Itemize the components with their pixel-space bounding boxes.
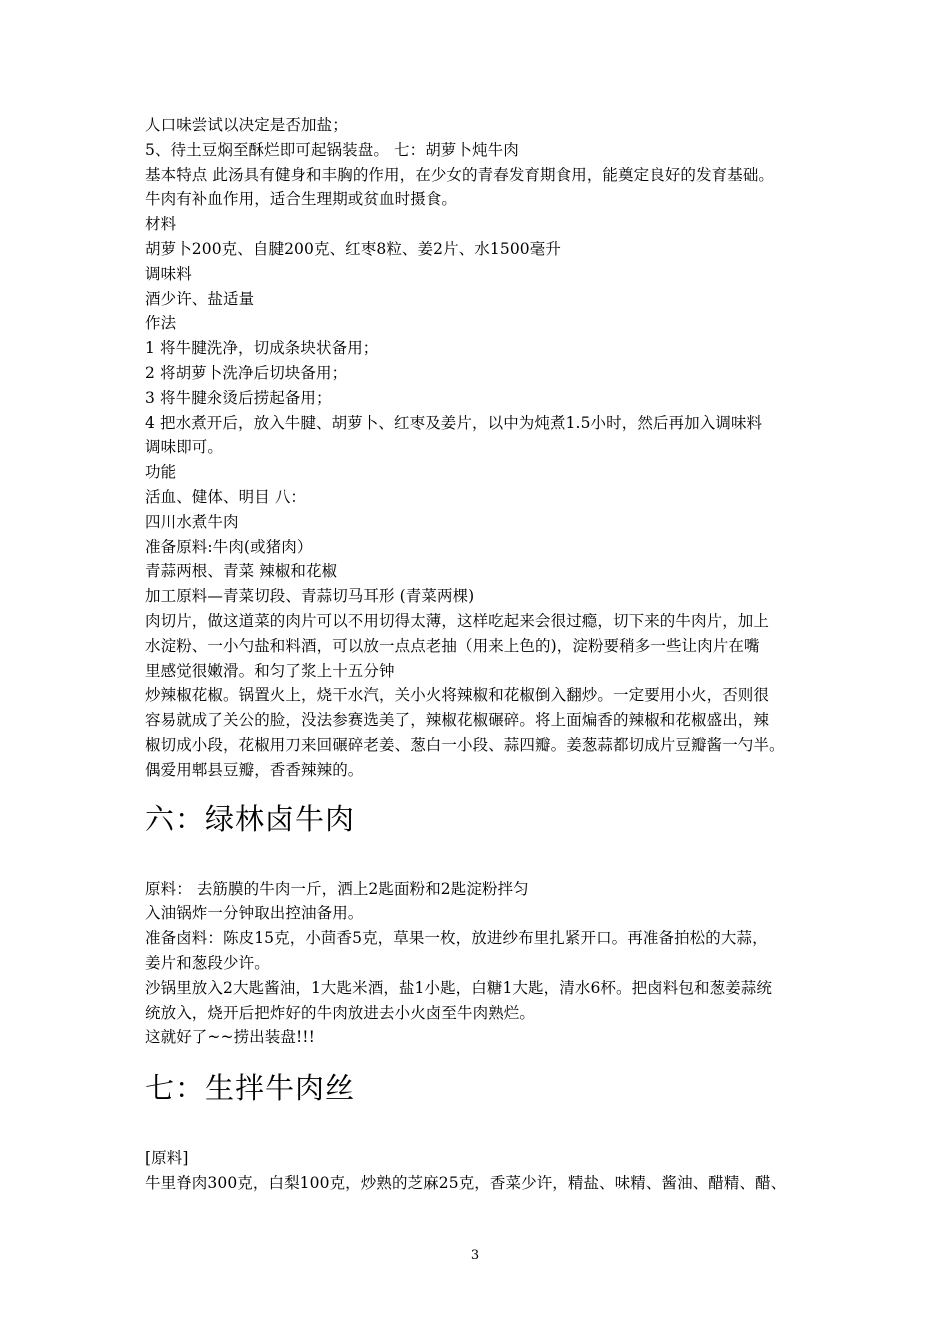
page-number: 3 [470,1248,480,1263]
text-line: [原料] [145,1149,189,1168]
text-line: 姜片和葱段少许。 [145,953,270,972]
text-line: 5、待土豆焖至酥烂即可起锅装盘。 七：胡萝卜炖牛肉 [145,140,519,159]
text-line: 加工原料—青菜切段、青蒜切马耳形 (青菜两棵) [145,587,475,606]
text-line: 功能 [145,463,177,482]
text-line: 1 将牛腱洗净，切成条块状备用； [145,339,379,358]
text-line: 四川水煮牛肉 [145,512,239,531]
text-line: 沙锅里放入2大匙酱油，1大匙米酒，盐1小匙，白糖1大匙，清水6杯。把卤料包和葱姜蒜统 [145,978,773,997]
text-line: 青蒜两根、青菜 辣椒和花椒 [145,562,338,581]
text-line: 这就好了~~捞出装盘!!! [145,1028,315,1047]
text-line: 原料： 去筋膜的牛肉一斤，洒上2匙面粉和2匙淀粉拌匀 [145,879,529,898]
recipe-text-block-1 [145,113,820,783]
section-heading-raw-mixed-beef-shreds: 七：生拌牛肉丝 [145,1071,356,1106]
text-line: 椒切成小段，花椒用刀来回碾碎老姜、葱白一小段、蒜四瓣。姜葱蒜都切成片豆瓣酱一勺半。 [145,735,785,754]
text-line: 牛肉有补血作用，适合生理期或贫血时摄食。 [145,190,458,209]
text-line: 水淀粉、一小勺盐和料酒，可以放一点点老抽（用来上色的)，淀粉要稍多一些让肉片在嘴 [145,636,760,655]
text-line: 统放入，烧开后把炸好的牛肉放进去小火卤至牛肉熟烂。 [145,1003,536,1022]
page-content [145,113,820,1196]
text-line: 活血、健体、明目 八： [145,487,307,506]
text-line: 容易就成了关公的脸，没法参赛选美了，辣椒花椒碾碎。将上面煸香的辣椒和花椒盛出，辣 [145,711,770,730]
text-line: 里感觉很嫩滑。和匀了浆上十五分钟 [145,661,395,680]
text-line: 材料 [145,215,177,234]
text-line: 入油锅炸一分钟取出控油备用。 [145,904,364,923]
recipe-text-block-3 [145,1146,820,1196]
text-line: 3 将牛腱氽烫后捞起备用； [145,388,332,407]
text-line: 炒辣椒花椒。锅置火上，烧干水汽，关小火将辣椒和花椒倒入翻炒。一定要用小火，否则很 [145,686,770,705]
text-line: 基本特点 此汤具有健身和丰胸的作用，在少女的青春发育期食用，能奠定良好的发育基础。 [145,165,775,184]
recipe-text-block-2 [145,877,820,1051]
text-line: 调味即可。 [145,438,224,457]
text-line: 调味料 [145,264,192,283]
text-line: 偶爱用郫县豆瓣，香香辣辣的。 [145,760,364,779]
text-line: 酒少许、盐适量 [145,289,255,308]
text-line: 肉切片，做这道菜的肉片可以不用切得太薄，这样吃起来会很过瘾，切下来的牛肉片，加上 [145,611,770,630]
text-line: 2 将胡萝卜洗净后切块备用； [145,363,348,382]
text-line: 作法 [145,314,177,333]
text-line: 胡萝卜200克、自腱200克、红枣8粒、姜2片、水1500毫升 [145,239,561,258]
text-line: 准备原料:牛肉(或猪肉） [145,537,313,556]
text-line: 牛里脊肉300克，白梨100克，炒熟的芝麻25克，香菜少许，精盐、味精、酱油、醋精、醋、 [145,1173,787,1192]
text-line: 4 把水煮开后，放入牛腱、胡萝卜、红枣及姜片，以中为炖煮1.5小时，然后再加入调味料 [145,413,763,432]
text-line: 准备卤料：陈皮15克，小茴香5克，草果一枚，放进纱布里扎紧开口。再准备拍松的大蒜， [145,929,768,948]
text-line: 人口味尝试以决定是否加盐； [145,116,348,134]
section-heading-green-forest-braised-beef: 六：绿林卤牛肉 [145,801,356,836]
